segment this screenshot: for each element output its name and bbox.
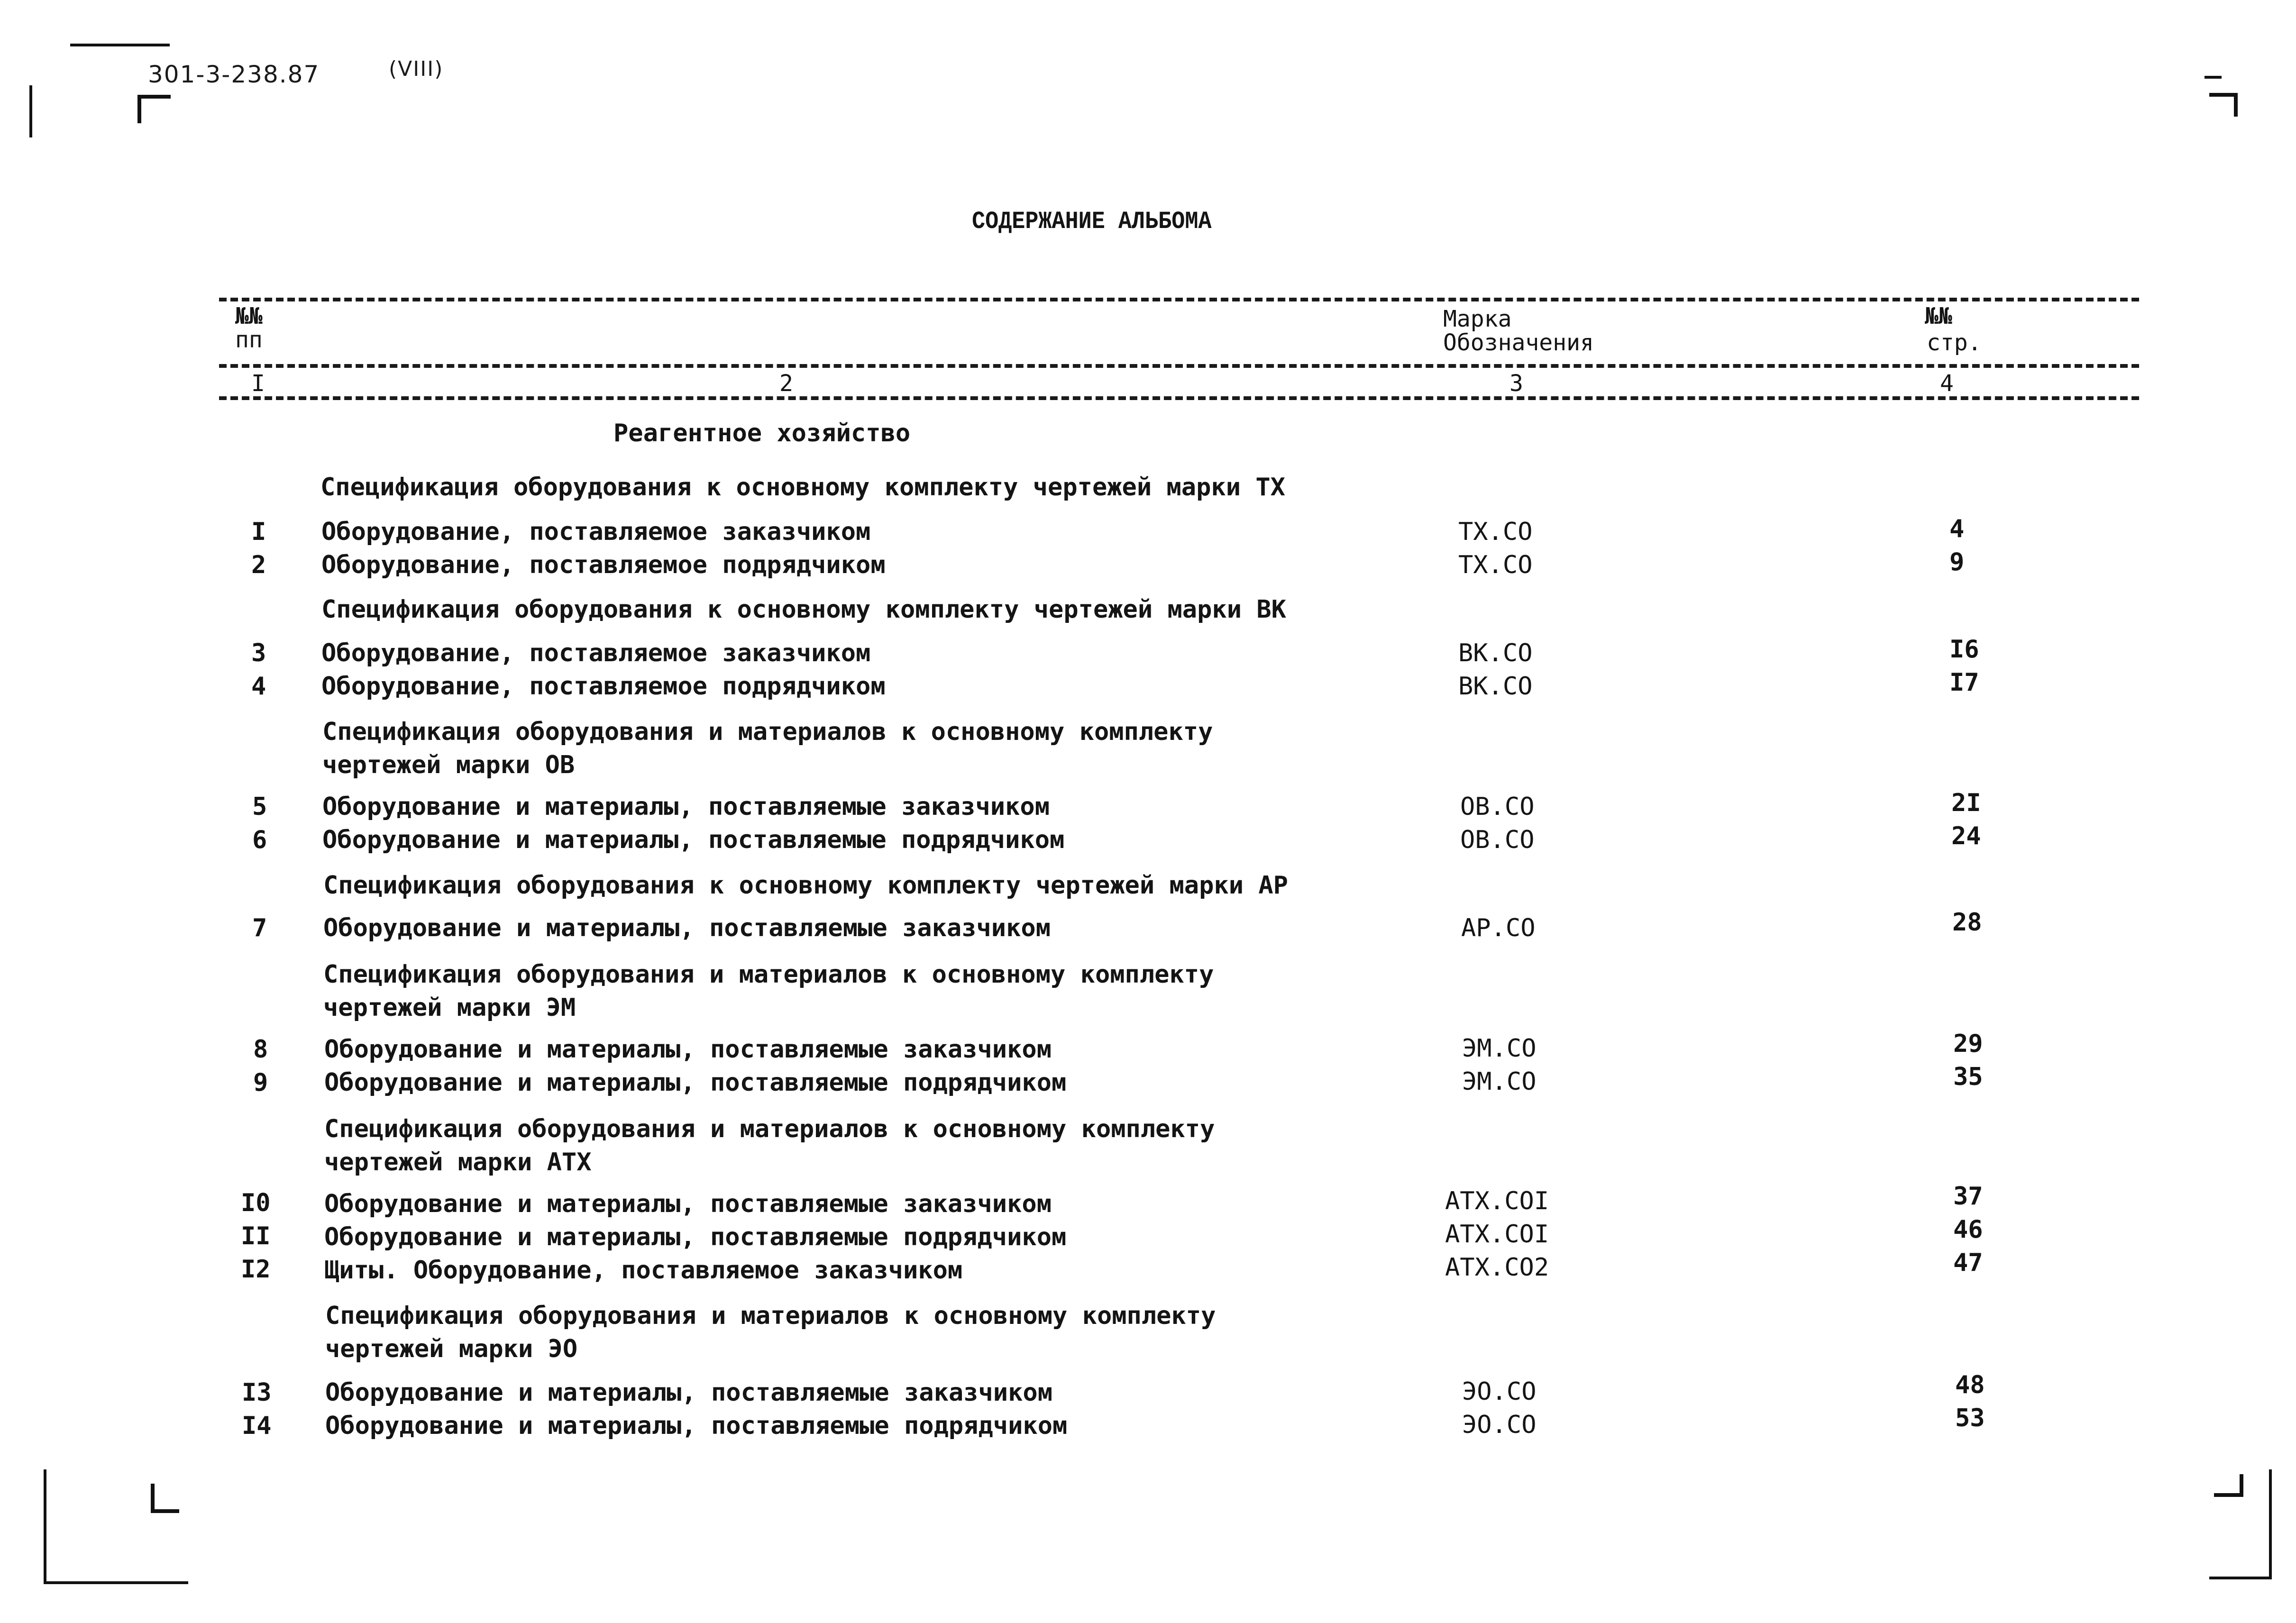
- row-number: I3: [242, 1378, 272, 1407]
- row-name: Оборудование, поставляемое заказчиком: [321, 639, 871, 667]
- corner-mark-tr-horizontal: [2209, 93, 2238, 97]
- row-number: I0: [241, 1189, 271, 1217]
- group-heading: Спецификация оборудования к основному комплекту чертежей марки АР: [323, 871, 1288, 900]
- header-number-2: 2: [779, 370, 793, 397]
- corner-mark-br-horizontal: [2214, 1493, 2243, 1497]
- document-volume: (VIII): [389, 57, 444, 81]
- row-name: Щиты. Оборудование, поставляемое заказчиком: [324, 1256, 963, 1285]
- header-bottom-rule: [219, 396, 2139, 400]
- row-name: Оборудование и материалы, поставляемые заказчиком: [324, 1035, 1052, 1064]
- row-name: Оборудование и материалы, поставляемые заказчиком: [324, 1190, 1052, 1218]
- row-mark: АТХ.СО2: [1445, 1253, 1549, 1282]
- row-mark: ТХ.СО: [1458, 551, 1533, 579]
- row-mark: ЭМ.СО: [1462, 1067, 1537, 1096]
- row-name: Оборудование, поставляемое подрядчиком: [321, 672, 886, 701]
- row-mark: ВК.СО: [1458, 639, 1533, 667]
- row-page: 9: [1949, 548, 1965, 576]
- row-number: II: [241, 1222, 271, 1250]
- row-number: I: [251, 518, 266, 546]
- row-name: Оборудование и материалы, поставляемые заказчиком: [322, 793, 1050, 821]
- corner-mark-bl-horizontal: [151, 1509, 179, 1513]
- row-mark: ОВ.СО: [1460, 793, 1535, 821]
- row-mark: ЭО.СО: [1462, 1411, 1537, 1439]
- row-name: Оборудование и материалы, поставляемые подрядчиком: [325, 1412, 1068, 1440]
- group-heading: Спецификация оборудования и материалов к основному комплекту: [325, 1302, 1216, 1330]
- corner-mark-br-vertical: [2240, 1474, 2243, 1497]
- row-name: Оборудование, поставляемое подрядчиком: [321, 551, 886, 579]
- row-number: I2: [241, 1255, 271, 1284]
- header-number-3: 3: [1509, 370, 1523, 397]
- row-mark: АТХ.СОI: [1445, 1187, 1549, 1215]
- header-col1-line2: пп: [235, 327, 263, 353]
- row-number: 5: [252, 793, 267, 821]
- row-page: 29: [1953, 1030, 1983, 1058]
- row-mark: ЭО.СО: [1462, 1377, 1537, 1406]
- row-name: Оборудование и материалы, поставляемые заказчиком: [323, 914, 1051, 942]
- header-middle-rule: [219, 364, 2139, 368]
- left-edge-mark: [29, 85, 32, 137]
- section-title: Реагентное хозяйство: [613, 419, 911, 447]
- row-page: 24: [1951, 822, 1981, 850]
- row-page: 48: [1955, 1371, 1985, 1399]
- row-mark: ОВ.СО: [1460, 826, 1535, 854]
- row-number: 9: [253, 1068, 268, 1097]
- group-heading: Спецификация оборудования и материалов к основному комплекту: [324, 1115, 1215, 1143]
- row-page: 2I: [1951, 789, 1981, 817]
- frame-br-vertical: [2269, 1469, 2272, 1578]
- header-col4-line2: стр.: [1927, 329, 1982, 356]
- row-mark: АР.СО: [1461, 914, 1536, 942]
- row-number: 3: [251, 639, 266, 667]
- group-heading: Спецификация оборудования к основному комплекту чертежей марки ТХ: [320, 473, 1285, 501]
- row-number: I4: [242, 1412, 272, 1440]
- top-left-rule: [70, 44, 170, 46]
- header-col4-line1: №№: [1925, 303, 1952, 329]
- row-page: I6: [1949, 635, 1979, 664]
- page-title: СОДЕРЖАНИЕ АЛЬБОМА: [972, 208, 1212, 236]
- row-number: 2: [251, 551, 266, 579]
- corner-mark-tl-vertical: [137, 95, 141, 123]
- row-number: 8: [253, 1035, 268, 1064]
- group-heading: Спецификация оборудования и материалов к основному комплекту: [323, 960, 1214, 989]
- row-name: Оборудование и материалы, поставляемые подрядчиком: [324, 1223, 1067, 1251]
- row-name: Оборудование и материалы, поставляемые подрядчиком: [322, 826, 1065, 854]
- row-number: 4: [251, 672, 266, 701]
- row-page: 46: [1953, 1215, 1983, 1244]
- row-name: Оборудование и материалы, поставляемые подрядчиком: [324, 1068, 1067, 1097]
- header-top-rule: [219, 298, 2139, 301]
- row-page: 35: [1953, 1063, 1983, 1091]
- corner-mark-bl-vertical: [151, 1484, 155, 1512]
- header-number-1: I: [251, 370, 265, 397]
- group-heading: Спецификация оборудования к основному комплекту чертежей марки ВК: [321, 595, 1286, 624]
- row-mark: ВК.СО: [1458, 672, 1533, 701]
- corner-mark-tl-horizontal: [137, 95, 171, 99]
- row-name: Оборудование, поставляемое заказчиком: [321, 518, 871, 546]
- group-heading: чертежей марки ЭМ: [323, 994, 576, 1022]
- frame-bl-horizontal: [44, 1581, 188, 1584]
- row-page: I7: [1949, 668, 1979, 697]
- frame-bl-vertical: [44, 1469, 46, 1583]
- header-col3-line2: Обозначения: [1443, 329, 1594, 356]
- row-page: 53: [1955, 1404, 1985, 1432]
- header-col3-line1: Марка: [1443, 306, 1512, 332]
- row-page: 28: [1952, 908, 1982, 937]
- corner-mark-tr-vertical: [2234, 93, 2238, 117]
- row-page: 47: [1953, 1249, 1983, 1277]
- corner-mark-tr-dash: [2205, 76, 2222, 79]
- document-code: 301-3-238.87: [148, 61, 320, 88]
- header-col1-line1: №№: [235, 303, 263, 329]
- frame-br-horizontal: [2209, 1577, 2272, 1579]
- row-name: Оборудование и материалы, поставляемые заказчиком: [325, 1378, 1053, 1407]
- row-mark: АТХ.СОI: [1445, 1220, 1549, 1249]
- row-page: 4: [1949, 515, 1965, 543]
- group-heading: Спецификация оборудования и материалов к основному комплекту: [322, 718, 1213, 746]
- group-heading: чертежей марки ЭО: [325, 1335, 578, 1363]
- row-mark: ЭМ.СО: [1462, 1034, 1537, 1063]
- row-number: 6: [252, 826, 267, 854]
- row-mark: ТХ.СО: [1458, 518, 1533, 546]
- header-number-4: 4: [1940, 370, 1954, 397]
- group-heading: чертежей марки ОВ: [322, 751, 575, 779]
- row-page: 37: [1953, 1182, 1983, 1211]
- row-number: 7: [252, 914, 267, 942]
- group-heading: чертежей марки АТХ: [324, 1148, 592, 1176]
